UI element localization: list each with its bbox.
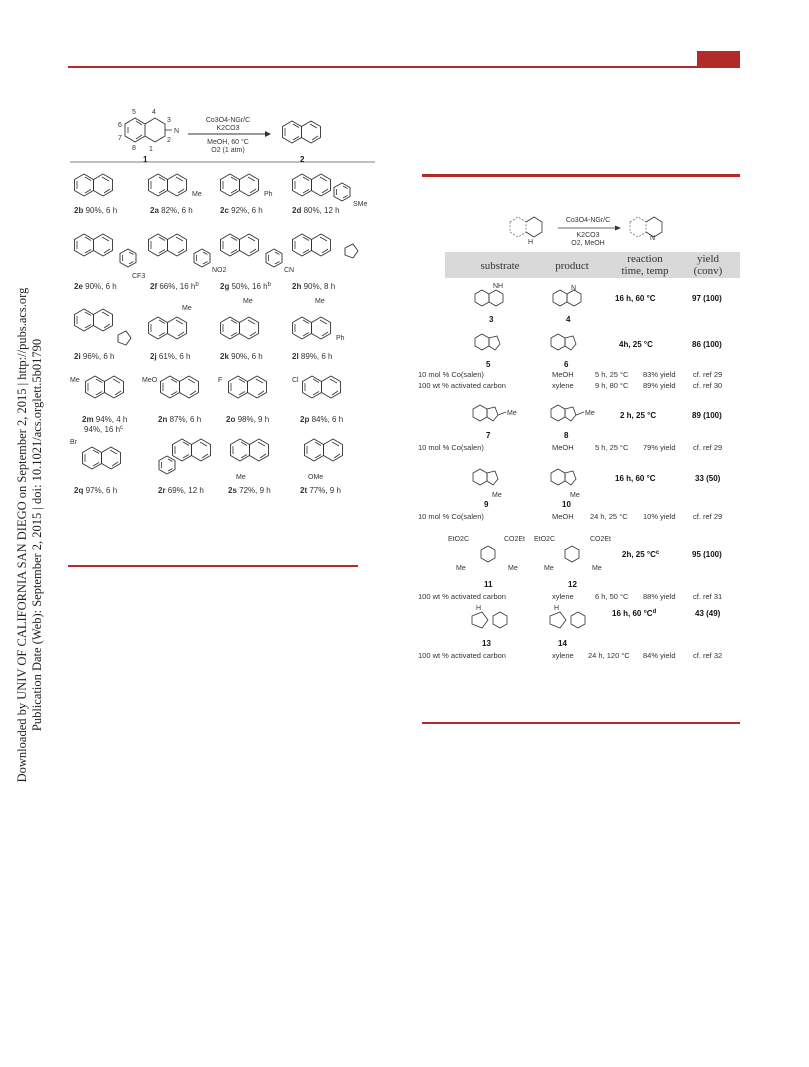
svg-text:Me: Me	[585, 410, 595, 417]
svg-text:7: 7	[486, 431, 491, 440]
entry-2g: 2g 50%, 16 $h^b$	[220, 282, 271, 291]
svg-text:89 (100): 89 (100)	[692, 411, 722, 420]
entry-2b: 2b 90%, 6 h	[74, 206, 118, 215]
ring-num-7: 7	[118, 135, 122, 142]
table-row	[473, 469, 721, 509]
svg-text:79% yield: 79% yield	[643, 443, 676, 452]
svg-text:89% yield: 89% yield	[643, 381, 676, 390]
svg-text:100 wt % activated carbon: 100 wt % activated carbon	[418, 651, 506, 660]
svg-text:cf. ref 30: cf. ref 30	[693, 381, 723, 390]
svg-text:4h, 25 °C: 4h, 25 °C	[619, 340, 653, 349]
svg-text:6 h, 50 °C: 6 h, 50 °C	[595, 592, 629, 601]
entry-2n: 2n 87%, 6 h	[158, 415, 202, 424]
table-bottom-rule	[422, 722, 740, 724]
header-rule	[68, 66, 740, 68]
compound-1-label: 1	[143, 155, 148, 164]
entry-2d: 2d 80%, 12 h	[292, 206, 340, 215]
reagent-solvent: MeOH, 60 °C	[207, 139, 249, 146]
entry-2r: 2r 69%, 12 h	[158, 486, 204, 495]
download-sidebar	[15, 175, 45, 895]
ring-num-3: 3	[167, 117, 171, 124]
table-row	[475, 334, 722, 369]
svg-text:86 (100): 86 (100)	[692, 340, 722, 349]
sub-sme-2d: SMe	[353, 201, 368, 208]
sub-br-2q: Br	[70, 439, 77, 446]
sub-meo-2n: MeO	[142, 377, 158, 384]
svg-text:10 mol % Co(salen): 10 mol % Co(salen)	[418, 512, 484, 521]
svg-text:xylene: xylene	[552, 651, 574, 660]
entry-2c: 2c 92%, 6 h	[220, 206, 263, 215]
comparison-line	[418, 381, 722, 390]
sub-me-2s: Me	[236, 474, 246, 481]
svg-text:Me: Me	[508, 565, 518, 572]
svg-text:Me: Me	[456, 565, 466, 572]
comparison-line	[418, 592, 722, 601]
svg-text:9 h, 80 °C: 9 h, 80 °C	[595, 381, 629, 390]
svg-text:24 h, 120 °C: 24 h, 120 °C	[588, 651, 630, 660]
scheme-quinolines	[70, 100, 380, 500]
table-reagent-catalyst: Co3O4-NGr/C	[565, 217, 611, 224]
col-time-1: reaction	[627, 253, 663, 265]
reagent-catalyst: Co3O4-NGr/C	[205, 117, 251, 124]
svg-text:2h, 25 °Cc: 2h, 25 $^\circ C^c$	[622, 550, 660, 559]
comparison-line	[418, 370, 722, 379]
entry-2p: 2p 84%, 6 h	[300, 415, 344, 424]
svg-text:84% yield: 84% yield	[643, 651, 676, 660]
ring-num-1: 1	[149, 146, 153, 153]
svg-text:97 (100): 97 (100)	[692, 294, 722, 303]
svg-text:xylene: xylene	[552, 381, 574, 390]
svg-text:43 (49): 43 (49)	[695, 609, 721, 618]
svg-text:EtO2C: EtO2C	[534, 536, 556, 543]
sub-ph-2l: Ph	[336, 335, 345, 342]
table-reagent-base: K2CO3	[576, 232, 600, 239]
ring-num-4: 4	[152, 109, 156, 116]
generic-sm-nh: H	[528, 239, 534, 246]
entry-2t: 2t 77%, 9 h	[300, 486, 341, 495]
svg-text:H: H	[554, 605, 560, 612]
sub-ph-2c: Ph	[264, 191, 273, 198]
table-top-rule	[422, 174, 740, 177]
svg-text:9: 9	[484, 500, 489, 509]
svg-text:88% yield: 88% yield	[643, 592, 676, 601]
comparison-line	[418, 651, 722, 660]
entry-2e: 2e 90%, 6 h	[74, 282, 117, 291]
entry-2a: 2a 82%, 6 h	[150, 206, 193, 215]
comparison-line	[418, 512, 722, 521]
svg-text:MeOH: MeOH	[552, 370, 574, 379]
sub-cl-2p: Cl	[292, 377, 299, 384]
comparison-line	[418, 443, 722, 452]
sub-f-2o: F	[218, 377, 223, 384]
sub-cn-2g: CN	[284, 267, 295, 274]
svg-text:8: 8	[564, 431, 569, 440]
entry-2j: 2j 61%, 6 h	[150, 352, 191, 361]
svg-text:cf. ref 31: cf. ref 31	[693, 592, 723, 601]
generic-prod-n: N	[650, 235, 656, 242]
sub-me-2l: Me	[315, 298, 325, 305]
svg-text:Me: Me	[492, 492, 502, 499]
entry-2l: 2l 89%, 6 h	[292, 352, 333, 361]
svg-text:100 wt % activated carbon: 100 wt % activated carbon	[418, 592, 506, 601]
svg-text:10 mol % Co(salen): 10 mol % Co(salen)	[418, 443, 484, 452]
sidebar-line-2: Publication Date (Web): September 2, 2015 | doi: 10.1021/acs.orglett.5b01790	[30, 338, 44, 732]
svg-text:3: 3	[489, 315, 494, 324]
quinoline-product-structure	[283, 121, 321, 143]
svg-text:4: 4	[566, 315, 571, 324]
sub-cf3-2e: CF3	[132, 273, 146, 280]
svg-text:NH: NH	[493, 283, 504, 290]
svg-text:100 wt % activated carbon: 100 wt % activated carbon	[418, 381, 506, 390]
svg-text:12: 12	[568, 580, 577, 589]
ring-num-2: 2	[167, 137, 171, 144]
svg-text:EtO2C: EtO2C	[448, 536, 470, 543]
svg-text:xylene: xylene	[552, 592, 574, 601]
svg-text:6: 6	[564, 360, 569, 369]
sub-me-2m: Me	[70, 377, 80, 384]
svg-text:95 (100): 95 (100)	[692, 550, 722, 559]
table-row	[473, 405, 722, 440]
svg-text:MeOH: MeOH	[552, 443, 574, 452]
svg-text:H: H	[476, 605, 482, 612]
sub-me-2a: Me	[192, 191, 202, 198]
svg-text:33 (50): 33 (50)	[695, 474, 721, 483]
svg-text:Me: Me	[507, 410, 517, 417]
col-product: product	[555, 260, 589, 272]
table-reagent-solvent: O2, MeOH	[571, 240, 605, 247]
svg-text:CO2Et: CO2Et	[590, 536, 612, 543]
header-tab	[697, 51, 740, 67]
table-row	[472, 605, 721, 648]
col-yield-1: yield	[697, 253, 719, 265]
ring-num-5: 5	[132, 109, 136, 116]
sub-no2-2f: NO2	[212, 267, 227, 274]
sub-me-2j: Me	[182, 305, 192, 312]
entry-2m: 2m 94%, 4 h	[82, 415, 128, 424]
scheme-bottom-rule	[68, 565, 358, 567]
entry-2i: 2i 96%, 6 h	[74, 352, 115, 361]
svg-text:11: 11	[484, 580, 493, 589]
entry-2q: 2q 97%, 6 h	[74, 486, 118, 495]
svg-text:16 h, 60 °C: 16 h, 60 °C	[615, 294, 656, 303]
reagent-oxygen: O2 (1 atm)	[211, 147, 245, 154]
svg-text:cf. ref 29: cf. ref 29	[693, 512, 723, 521]
col-substrate: substrate	[480, 260, 520, 272]
svg-text:10: 10	[562, 500, 571, 509]
svg-text:5 h, 25 °C: 5 h, 25 °C	[595, 370, 629, 379]
sidebar-line-1: Downloaded by UNIV OF CALIFORNIA SAN DIEGO on September 2, 2015 | http://pubs.acs.org	[15, 287, 29, 783]
col-yield-2: (conv)	[693, 265, 723, 277]
svg-text:cf. ref 29: cf. ref 29	[693, 370, 723, 379]
svg-text:16 h, 60 °C: 16 h, 60 °C	[615, 474, 656, 483]
svg-text:CO2Et: CO2Et	[504, 536, 526, 543]
entry-2o: 2o 98%, 9 h	[226, 415, 270, 424]
svg-text:16 h, 60 °Cd: 16 h, 60 $^\circ C^d$	[612, 609, 657, 618]
table-row	[448, 536, 722, 589]
svg-text:N: N	[571, 285, 577, 292]
r-group-sm: N	[174, 128, 180, 135]
svg-text:14: 14	[558, 639, 567, 648]
reagent-base: K2CO3	[216, 125, 240, 132]
svg-text:24 h, 25 °C: 24 h, 25 °C	[590, 512, 628, 521]
sub-me-2k: Me	[243, 298, 253, 305]
svg-text:10 mol % Co(salen): 10 mol % Co(salen)	[418, 370, 484, 379]
sub-ome-2t: OMe	[308, 474, 324, 481]
svg-text:83% yield: 83% yield	[643, 370, 676, 379]
svg-text:Me: Me	[544, 565, 554, 572]
entry-2s: 2s 72%, 9 h	[228, 486, 271, 495]
table-heterocycles	[418, 210, 740, 660]
entry-2m-extra: 94%, 16 $h^c$	[84, 425, 124, 434]
compound-2-label: 2	[300, 155, 305, 164]
col-time-2: time, temp	[621, 265, 669, 277]
svg-text:Me: Me	[570, 492, 580, 499]
entry-2h: 2h 90%, 8 h	[292, 282, 336, 291]
entry-2f: 2f 66%, 16 $h^b$	[150, 282, 199, 291]
svg-text:cf. ref 29: cf. ref 29	[693, 443, 723, 452]
entry-2k: 2k 90%, 6 h	[220, 352, 263, 361]
table-row	[475, 283, 722, 324]
svg-text:2 h, 25 °C: 2 h, 25 °C	[620, 411, 657, 420]
svg-text:Me: Me	[592, 565, 602, 572]
ring-num-8: 8	[132, 145, 136, 152]
svg-text:5 h, 25 °C: 5 h, 25 °C	[595, 443, 629, 452]
svg-text:5: 5	[486, 360, 491, 369]
svg-text:13: 13	[482, 639, 491, 648]
svg-text:10% yield: 10% yield	[643, 512, 676, 521]
svg-text:cf. ref 32: cf. ref 32	[693, 651, 723, 660]
ring-num-6: 6	[118, 122, 122, 129]
svg-text:MeOH: MeOH	[552, 512, 574, 521]
tetrahydroquinoline-structure	[125, 118, 179, 142]
